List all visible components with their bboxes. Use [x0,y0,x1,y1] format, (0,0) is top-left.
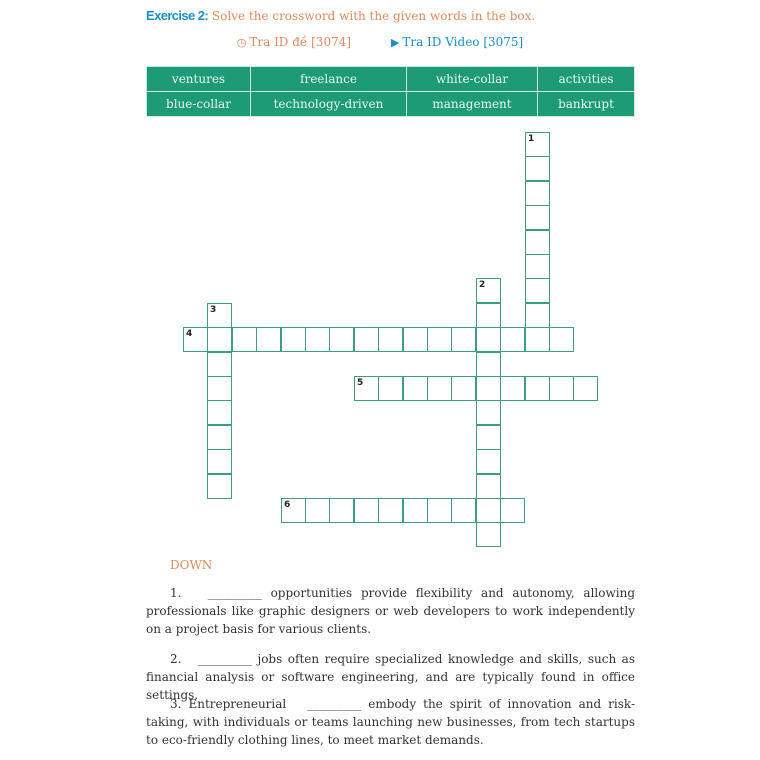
word-cell: technology-driven [251,92,407,117]
crossword-cell[interactable] [427,327,452,352]
clue-number-label: 3 [210,305,217,315]
crossword-cell[interactable] [378,327,403,352]
crossword-cell[interactable] [525,376,550,401]
crossword-cell[interactable] [281,327,306,352]
crossword-cell[interactable] [305,327,330,352]
crossword-cell[interactable] [232,327,257,352]
clue-text: embody the spirit of innovation and risk-taking, with individuals or teams launching new businesses, from tech startups to eco-friendly clothing lines, to meet market demands. [146,697,636,747]
crossword-cell[interactable] [403,327,428,352]
crossword-cell[interactable] [207,474,232,499]
word-cell: freelance [251,67,407,92]
crossword-cell[interactable] [525,278,550,303]
crossword-cell[interactable] [476,303,501,328]
exercise-label: Exercise 2: [146,8,209,23]
word-cell: activities [538,67,635,92]
clue-text: jobs often require specialized knowledge and skills, such as financial analysis or software engineering, and are typically found in office settings. [146,652,635,702]
crossword-cell[interactable] [451,327,476,352]
clue-number-label: 4 [186,329,193,339]
play-icon: ▶ [390,36,400,49]
clue-number: 3. Entrepreneurial [170,697,287,711]
crossword-cell[interactable] [476,327,501,352]
clue-1 [146,584,635,638]
word-cell: white-collar [407,67,538,92]
exercise-title [146,8,535,23]
crossword-cell[interactable] [378,376,403,401]
down-heading: DOWN [170,558,213,572]
word-box [146,66,635,117]
crossword-cell[interactable] [525,205,550,230]
crossword-cell[interactable] [476,449,501,474]
crossword-cell[interactable] [525,181,550,206]
crossword-cell[interactable] [207,425,232,450]
crossword-cell[interactable] [207,376,232,401]
crossword-cell[interactable] [451,498,476,523]
clue-number: 1. [170,586,182,600]
crossword-cell[interactable] [549,376,574,401]
crossword-cell[interactable] [207,327,232,352]
crossword-cell[interactable] [573,376,598,401]
video-id-link[interactable] [391,35,523,49]
exam-id-link[interactable] [237,35,351,49]
crossword-cell[interactable] [500,376,525,401]
crossword-cell[interactable] [476,425,501,450]
crossword-cell[interactable] [256,327,281,352]
crossword-cell[interactable] [525,156,550,181]
crossword-cell[interactable] [207,400,232,425]
crossword-cell[interactable] [476,352,501,377]
clock-icon: ◷ [236,36,247,49]
exam-id-label: Tra ID đề [3074] [249,35,352,49]
id-links [0,35,760,49]
crossword-cell[interactable] [525,327,550,352]
clue-blank: _________ [207,586,262,600]
crossword-cell[interactable] [476,376,501,401]
crossword-cell[interactable] [207,352,232,377]
crossword-cell[interactable] [500,498,525,523]
clue-blank: _________ [307,697,362,711]
crossword-cell[interactable] [476,498,501,523]
clue-number-label: 2 [479,280,486,290]
exercise-instruction: Solve the crossword with the given words in the box. [211,9,536,23]
clue-number-label: 6 [284,500,291,510]
word-cell: bankrupt [538,92,635,117]
crossword-cell[interactable] [378,498,403,523]
crossword-cell[interactable] [305,498,330,523]
crossword-cell[interactable] [403,376,428,401]
word-cell: blue-collar [147,92,251,117]
clue-number-label: 5 [357,378,364,388]
clue-number-label: 1 [528,134,535,144]
crossword-cell[interactable] [281,498,306,523]
crossword-cell[interactable] [354,376,379,401]
crossword-cell[interactable] [183,327,208,352]
crossword-cell[interactable] [427,376,452,401]
crossword-cell[interactable] [525,303,550,328]
crossword-cell[interactable] [476,400,501,425]
crossword-cell[interactable] [451,376,476,401]
crossword-cell[interactable] [354,327,379,352]
clue-text: opportunities provide flexibility and autonomy, allowing professionals like graphic designers or web developers to work independently on a project basis for various clients. [146,586,635,636]
crossword-cell[interactable] [476,474,501,499]
clue-blank: _________ [197,652,252,666]
crossword-cell[interactable] [549,327,574,352]
word-cell: management [407,92,538,117]
crossword-cell[interactable] [207,303,232,328]
crossword-cell[interactable] [403,498,428,523]
video-id-label: Tra ID Video [3075] [402,35,524,49]
crossword-cell[interactable] [525,230,550,255]
crossword-cell[interactable] [354,498,379,523]
crossword-cell[interactable] [476,278,501,303]
clue-3 [146,695,635,749]
crossword-cell[interactable] [207,449,232,474]
clue-number: 2. [170,652,182,666]
crossword-cell[interactable] [525,132,550,157]
crossword-cell[interactable] [329,327,354,352]
crossword-cell[interactable] [476,522,501,547]
crossword-cell[interactable] [525,254,550,279]
crossword-cell[interactable] [329,498,354,523]
word-cell: ventures [147,67,251,92]
crossword-cell[interactable] [500,327,525,352]
crossword-cell[interactable] [427,498,452,523]
